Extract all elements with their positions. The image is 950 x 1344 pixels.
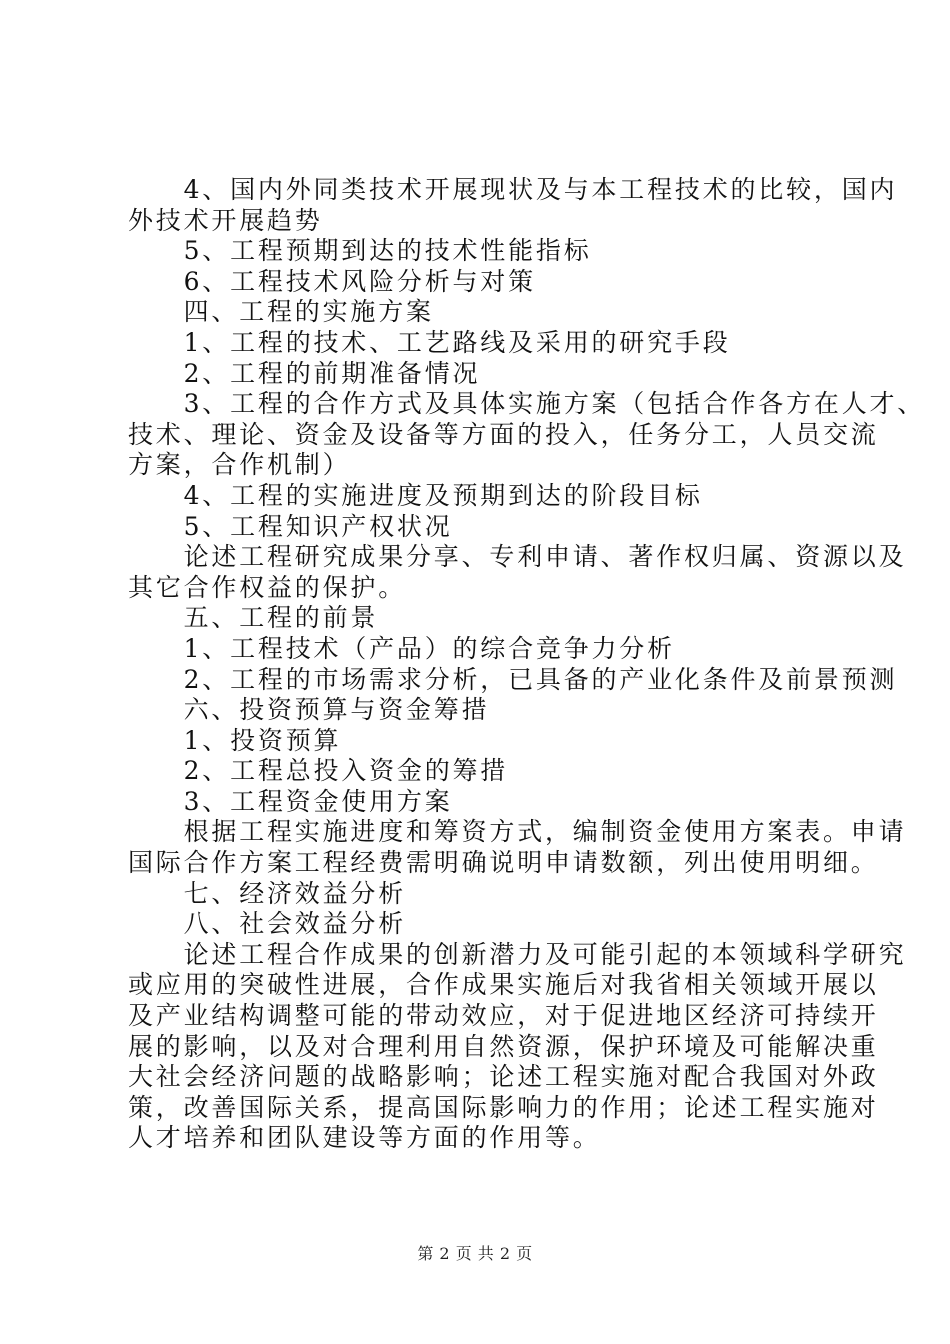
text-line: 3、工程的合作方式及具体实施方案（包括合作各方在人才、 — [128, 389, 926, 419]
text-line: 2、工程的市场需求分析，已具备的产业化条件及前景预测 — [128, 664, 898, 694]
text-line: 外技术开展趋势 — [128, 205, 323, 235]
text-line: 1、工程技术（产品）的综合竞争力分析 — [128, 633, 675, 663]
text-line: 5、工程知识产权状况 — [128, 511, 453, 541]
text-line: 及产业结构调整可能的带动效应，对于促进地区经济可持续开 — [128, 1001, 879, 1031]
text-line: 论述工程研究成果分享、专利申请、著作权归属、资源以及 — [128, 542, 907, 572]
text-line: 或应用的突破性进展，合作成果实施后对我省相关领域开展以 — [128, 970, 879, 1000]
text-line: 5、工程预期到达的技术性能指标 — [128, 236, 592, 266]
text-line: 大社会经济问题的战略影响；论述工程实施对配合我国对外政 — [128, 1062, 879, 1092]
page-number-footer: 第 2 页 共 2 页 — [417, 1244, 533, 1263]
section-heading: 五、工程的前景 — [128, 603, 379, 633]
text-line: 方案，合作机制） — [128, 450, 351, 480]
text-line: 策，改善国际关系，提高国际影响力的作用；论述工程实施对 — [128, 1092, 879, 1122]
text-line: 根据工程实施进度和筹资方式，编制资金使用方案表。申请 — [128, 817, 907, 847]
text-line: 4、工程的实施进度及预期到达的阶段目标 — [128, 480, 703, 510]
section-heading: 七、经济效益分析 — [128, 878, 407, 908]
document-body — [128, 175, 926, 1154]
text-line: 展的影响，以及对合理利用自然资源，保护环境及可能解决重 — [128, 1031, 879, 1061]
section-heading: 六、投资预算与资金筹措 — [128, 695, 490, 725]
text-line: 技术、理论、资金及设备等方面的投入，任务分工，人员交流 — [128, 419, 879, 449]
text-line: 1、工程的技术、工艺路线及采用的研究手段 — [128, 327, 731, 357]
text-line: 4、国内外同类技术开展现状及与本工程技术的比较，国内 — [128, 175, 898, 204]
section-heading: 八、社会效益分析 — [128, 909, 407, 939]
text-line: 1、投资预算 — [128, 725, 342, 755]
text-line: 论述工程合作成果的创新潜力及可能引起的本领域科学研究 — [128, 939, 907, 969]
section-heading: 四、工程的实施方案 — [128, 297, 434, 327]
text-line: 6、工程技术风险分析与对策 — [128, 266, 536, 296]
text-line: 人才培养和团队建设等方面的作用等。 — [128, 1123, 601, 1153]
text-line: 2、工程总投入资金的筹措 — [128, 756, 509, 786]
text-line: 3、工程资金使用方案 — [128, 786, 453, 816]
text-line: 2、工程的前期准备情况 — [128, 358, 481, 388]
text-line: 国际合作方案工程经费需明确说明申请数额，列出使用明细。 — [128, 848, 879, 878]
text-line: 其它合作权益的保护。 — [128, 572, 407, 602]
